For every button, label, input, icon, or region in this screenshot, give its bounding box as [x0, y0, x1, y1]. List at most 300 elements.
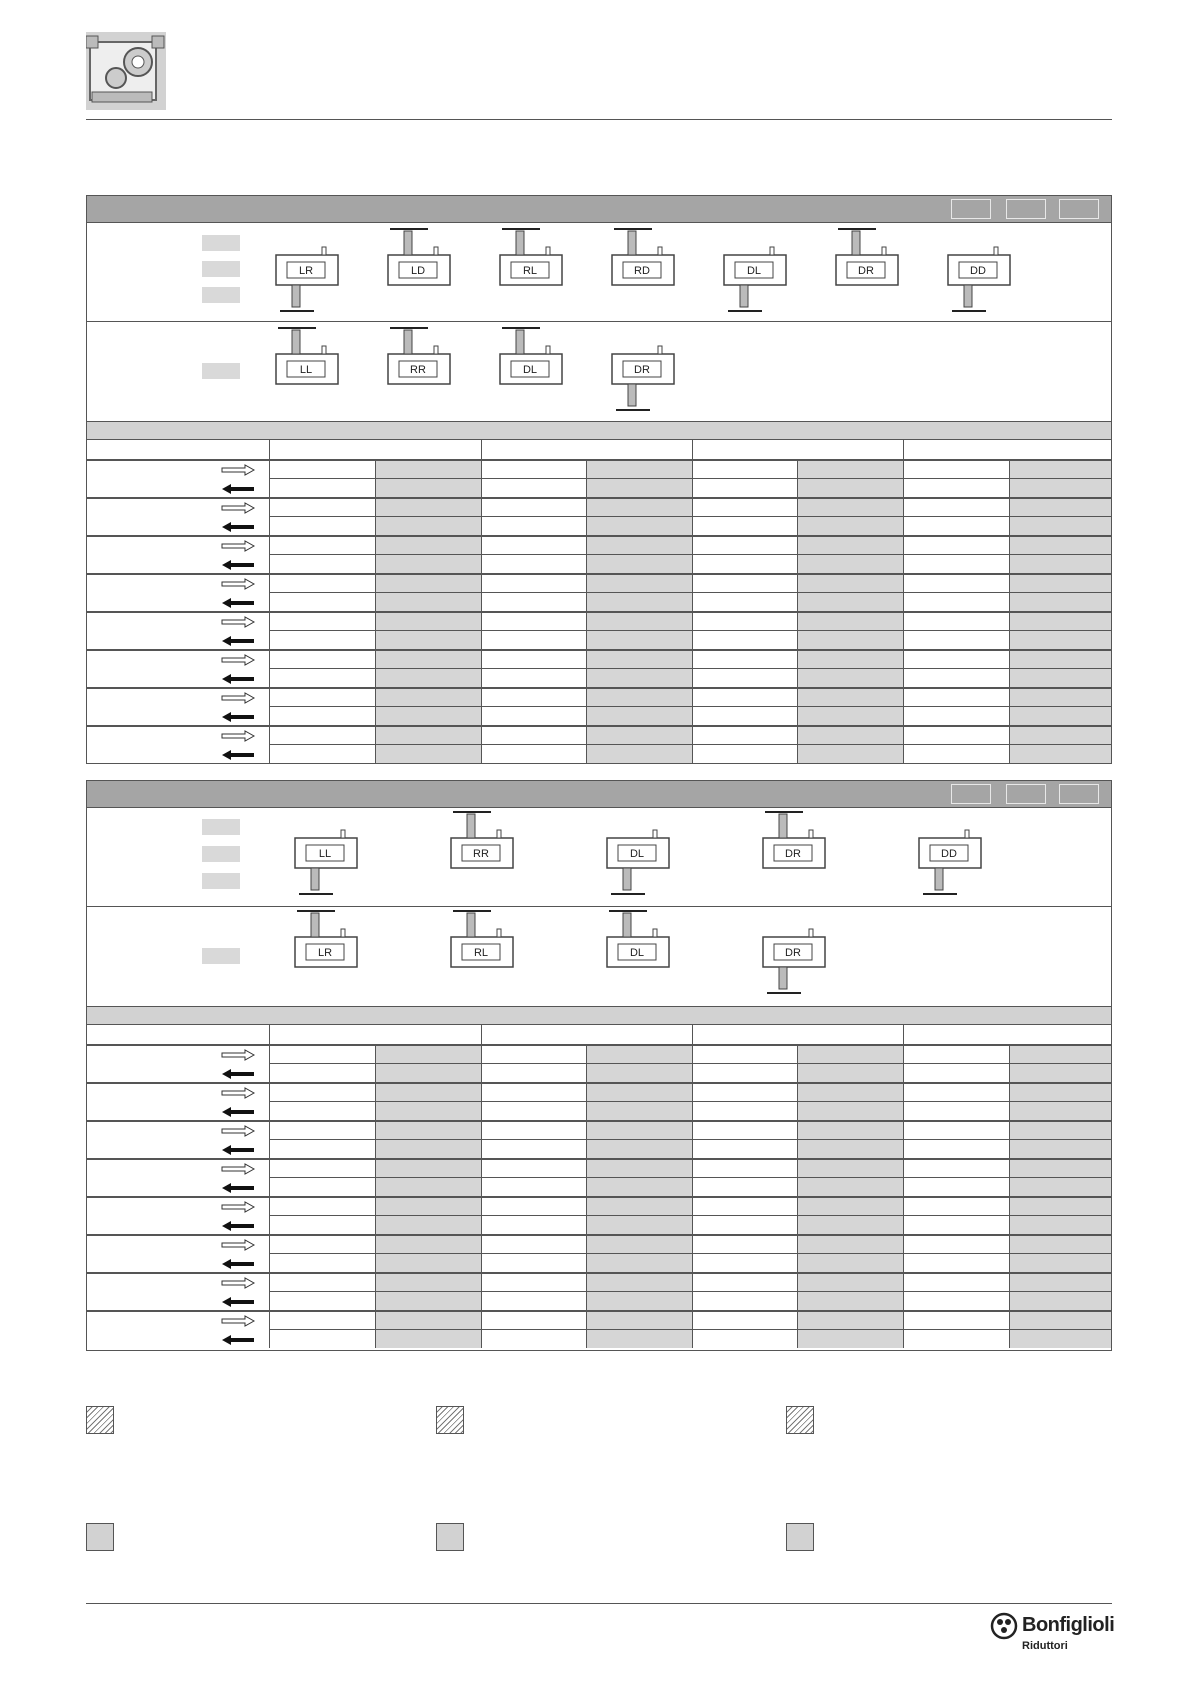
table-cell — [587, 727, 693, 745]
table-cell — [904, 1198, 1010, 1216]
table-cell — [1010, 689, 1112, 707]
table-cell — [270, 593, 376, 611]
table-cell — [1010, 593, 1112, 611]
table-cell — [270, 1292, 376, 1310]
table-cell — [587, 1140, 693, 1158]
arrangement-row-2 — [87, 321, 1111, 422]
svg-text:DL: DL — [522, 364, 538, 376]
table-cell — [904, 537, 1010, 555]
table-cell — [904, 1064, 1010, 1082]
svg-text:LD: LD — [410, 265, 426, 277]
table-row-group — [87, 611, 1111, 649]
table-cell — [587, 517, 693, 535]
table-cell — [270, 631, 376, 649]
table-cell — [270, 461, 376, 479]
svg-text:RR: RR — [473, 848, 489, 860]
table-cell — [1010, 555, 1112, 573]
table-cell — [1010, 1178, 1112, 1196]
table-cell — [693, 1312, 798, 1330]
table-cell — [482, 1312, 587, 1330]
arrangement-diagram-ld — [386, 225, 452, 321]
row-separator — [269, 630, 1111, 631]
table-cell — [587, 1178, 693, 1196]
swatch — [202, 235, 240, 251]
table-section-bar — [87, 1006, 1111, 1025]
arrow-right-outline-icon — [221, 1200, 255, 1212]
table-cell — [693, 517, 798, 535]
table-cell — [1010, 479, 1112, 497]
table-cell — [270, 613, 376, 631]
table-header-row — [87, 439, 1111, 460]
table-cell — [798, 517, 904, 535]
table-cell — [904, 1236, 1010, 1254]
column-divider — [269, 440, 270, 460]
table-cell — [693, 689, 798, 707]
table-cell — [270, 1216, 376, 1234]
svg-text:RD: RD — [634, 265, 650, 277]
table-cell — [1010, 461, 1112, 479]
table-row-group — [87, 497, 1111, 535]
table-cell — [798, 669, 904, 687]
swatch — [202, 363, 240, 379]
arrow-right-outline-icon — [221, 1124, 255, 1136]
row-separator — [269, 1101, 1111, 1102]
row-separator — [269, 1215, 1111, 1216]
legend-grey-swatch — [86, 1523, 114, 1551]
table-cell — [587, 479, 693, 497]
table-cell — [693, 575, 798, 593]
table-cell — [376, 1178, 482, 1196]
table-cell — [1010, 613, 1112, 631]
table-cell — [376, 1274, 482, 1292]
table-section-bar — [87, 421, 1111, 440]
table-cell — [798, 727, 904, 745]
table-cell — [904, 689, 1010, 707]
svg-text:DL: DL — [629, 947, 645, 959]
row-separator — [269, 478, 1111, 479]
table-cell — [693, 1254, 798, 1272]
table-row-group — [87, 535, 1111, 573]
table-cell — [376, 1216, 482, 1234]
swatch — [202, 846, 240, 862]
arrow-left-solid-icon — [221, 1181, 255, 1193]
table-cell — [482, 1236, 587, 1254]
table-cell — [376, 1160, 482, 1178]
arrow-left-solid-icon — [221, 1257, 255, 1269]
table-cell — [904, 669, 1010, 687]
table-cell — [482, 1140, 587, 1158]
svg-text:DR: DR — [858, 265, 874, 277]
table-cell — [904, 1140, 1010, 1158]
row-separator — [269, 554, 1111, 555]
table-cell — [1010, 651, 1112, 669]
arrangement-row-1 — [87, 222, 1111, 322]
header-box — [951, 784, 991, 804]
table-cell — [376, 631, 482, 649]
table-cell — [798, 1274, 904, 1292]
table-cell — [587, 689, 693, 707]
table-cell — [376, 555, 482, 573]
table-cell — [904, 613, 1010, 631]
table-cell — [270, 575, 376, 593]
table-cell — [482, 1274, 587, 1292]
column-divider — [692, 1025, 693, 1045]
swatch — [202, 873, 240, 889]
table-cell — [693, 1198, 798, 1216]
row-separator — [269, 592, 1111, 593]
arrangement-diagram-rl — [498, 225, 564, 321]
table-cell — [270, 1254, 376, 1272]
table-row-group — [87, 1196, 1111, 1234]
table-cell — [587, 1160, 693, 1178]
table-cell — [482, 1254, 587, 1272]
arrangement-diagram-rd — [610, 225, 676, 321]
table-row-group — [87, 649, 1111, 687]
table-cell — [482, 1330, 587, 1348]
table-cell — [482, 707, 587, 725]
row-separator — [269, 1063, 1111, 1064]
arrow-left-solid-icon — [221, 558, 255, 570]
svg-text:LR: LR — [317, 947, 333, 959]
table-cell — [904, 593, 1010, 611]
table-cell — [693, 1330, 798, 1348]
table-cell — [798, 1236, 904, 1254]
arrow-right-outline-icon — [221, 1276, 255, 1288]
arrow-left-solid-icon — [221, 1143, 255, 1155]
table-cell — [270, 1102, 376, 1120]
table-cell — [1010, 517, 1112, 535]
swatch — [202, 261, 240, 277]
table-cell — [1010, 745, 1112, 763]
table-panel-2 — [86, 780, 1112, 1351]
legend-hatched-swatch — [86, 1406, 114, 1434]
arrangement-diagram-dr — [761, 907, 827, 1003]
table-cell — [904, 651, 1010, 669]
table-cell — [270, 499, 376, 517]
arrangement-diagram-rr — [449, 808, 515, 904]
table-cell — [376, 689, 482, 707]
table-cell — [1010, 1274, 1112, 1292]
table-cell — [587, 1216, 693, 1234]
row-separator — [269, 1253, 1111, 1254]
arrangement-diagram-dl — [498, 324, 564, 420]
row-separator — [269, 516, 1111, 517]
arrow-right-outline-icon — [221, 1086, 255, 1098]
table-cell — [270, 1064, 376, 1082]
table-cell — [904, 1046, 1010, 1064]
table-cell — [798, 461, 904, 479]
table-cell — [482, 593, 587, 611]
header-box — [951, 199, 991, 219]
table-cell — [693, 593, 798, 611]
table-cell — [904, 707, 1010, 725]
table-cell — [798, 1046, 904, 1064]
table-cell — [904, 517, 1010, 535]
table-cell — [482, 537, 587, 555]
table-cell — [904, 727, 1010, 745]
table-cell — [376, 1330, 482, 1348]
table-cell — [1010, 707, 1112, 725]
table-cell — [270, 479, 376, 497]
arrow-left-solid-icon — [221, 1067, 255, 1079]
table-cell — [482, 1292, 587, 1310]
table-cell — [798, 1216, 904, 1234]
table-cell — [587, 651, 693, 669]
table-cell — [376, 461, 482, 479]
table-cell — [904, 499, 1010, 517]
column-divider — [903, 440, 904, 460]
table-cell — [693, 727, 798, 745]
table-cell — [587, 1254, 693, 1272]
table-cell — [904, 1122, 1010, 1140]
table-cell — [270, 707, 376, 725]
arrow-right-outline-icon — [221, 691, 255, 703]
table-cell — [1010, 1236, 1112, 1254]
table-cell — [904, 1084, 1010, 1102]
arrow-right-outline-icon — [221, 729, 255, 741]
svg-text:DR: DR — [785, 848, 801, 860]
table-cell — [376, 745, 482, 763]
table-cell — [587, 593, 693, 611]
table-cell — [587, 1312, 693, 1330]
table-cell — [482, 479, 587, 497]
table-cell — [587, 1330, 693, 1348]
table-cell — [904, 1274, 1010, 1292]
arrow-right-outline-icon — [221, 1314, 255, 1326]
table-cell — [693, 651, 798, 669]
arrangement-diagram-dr — [761, 808, 827, 904]
svg-text:DD: DD — [941, 848, 957, 860]
table-cell — [904, 1330, 1010, 1348]
table-cell — [376, 537, 482, 555]
table-cell — [693, 461, 798, 479]
row-separator — [269, 1291, 1111, 1292]
table-cell — [693, 1236, 798, 1254]
table-cell — [587, 631, 693, 649]
row-separator — [269, 706, 1111, 707]
table-cell — [798, 1160, 904, 1178]
bonfiglioli-logo-icon — [990, 1612, 1018, 1645]
table-cell — [482, 689, 587, 707]
swatch — [202, 948, 240, 964]
arrangement-diagram-ll — [293, 808, 359, 904]
arrangement-row-1 — [87, 807, 1111, 907]
arrangement-diagram-rr — [386, 324, 452, 420]
arrow-left-solid-icon — [221, 1295, 255, 1307]
table-cell — [1010, 1122, 1112, 1140]
table-cell — [376, 1236, 482, 1254]
arrangement-diagram-dd — [946, 225, 1012, 321]
arrow-left-solid-icon — [221, 710, 255, 722]
table-cell — [693, 1102, 798, 1120]
legend-hatched-swatch — [786, 1406, 814, 1434]
table-row-group — [87, 687, 1111, 725]
table-cell — [693, 555, 798, 573]
table-cell — [798, 689, 904, 707]
table-cell — [693, 1292, 798, 1310]
row-separator — [269, 744, 1111, 745]
svg-text:RL: RL — [522, 265, 538, 277]
table-cell — [376, 1292, 482, 1310]
arrow-right-outline-icon — [221, 539, 255, 551]
svg-text:DD: DD — [970, 265, 986, 277]
table-cell — [693, 1178, 798, 1196]
column-divider — [481, 440, 482, 460]
table-cell — [482, 1064, 587, 1082]
table-cell — [693, 1274, 798, 1292]
table-row-group — [87, 1158, 1111, 1196]
gearbox-logo — [86, 32, 166, 110]
arrangement-diagram-dr — [610, 324, 676, 420]
arrow-left-solid-icon — [221, 634, 255, 646]
table-cell — [1010, 727, 1112, 745]
table-cell — [587, 707, 693, 725]
table-cell — [1010, 1084, 1112, 1102]
table-cell — [904, 1160, 1010, 1178]
table-cell — [482, 575, 587, 593]
table-cell — [270, 555, 376, 573]
table-cell — [270, 651, 376, 669]
table-cell — [587, 745, 693, 763]
table-cell — [482, 1198, 587, 1216]
svg-text:LR: LR — [298, 265, 314, 277]
table-cell — [798, 479, 904, 497]
table-cell — [798, 1292, 904, 1310]
arrow-right-outline-icon — [221, 1238, 255, 1250]
table-cell — [1010, 1102, 1112, 1120]
table-cell — [693, 1140, 798, 1158]
brand-name: Bonfiglioli — [1022, 1614, 1115, 1636]
table-cell — [482, 1102, 587, 1120]
table-cell — [693, 745, 798, 763]
table-cell — [798, 575, 904, 593]
table-cell — [376, 517, 482, 535]
table-cell — [798, 1102, 904, 1120]
arrow-right-outline-icon — [221, 1048, 255, 1060]
table-cell — [587, 669, 693, 687]
table-cell — [798, 707, 904, 725]
table-cell — [1010, 499, 1112, 517]
table-cell — [587, 555, 693, 573]
table-cell — [1010, 1140, 1112, 1158]
arrow-left-solid-icon — [221, 1333, 255, 1345]
column-divider — [692, 440, 693, 460]
svg-text:RL: RL — [473, 947, 489, 959]
table-cell — [587, 1122, 693, 1140]
svg-text:DL: DL — [746, 265, 762, 277]
table-header-row — [87, 1024, 1111, 1045]
table-cell — [376, 613, 482, 631]
table-cell — [1010, 631, 1112, 649]
table-cell — [376, 727, 482, 745]
table-cell — [270, 1198, 376, 1216]
column-divider — [269, 1025, 270, 1045]
table-cell — [270, 1140, 376, 1158]
arrow-left-solid-icon — [221, 520, 255, 532]
table-cell — [1010, 1216, 1112, 1234]
table-cell — [1010, 1254, 1112, 1272]
arrow-left-solid-icon — [221, 482, 255, 494]
table-cell — [587, 1274, 693, 1292]
table-cell — [270, 1312, 376, 1330]
svg-text:DR: DR — [634, 364, 650, 376]
panel-header — [87, 781, 1111, 807]
table-cell — [798, 499, 904, 517]
table-cell — [482, 651, 587, 669]
header-box — [1006, 784, 1046, 804]
arrow-left-solid-icon — [221, 748, 255, 760]
arrow-right-outline-icon — [221, 653, 255, 665]
table-cell — [798, 1122, 904, 1140]
table-cell — [482, 727, 587, 745]
table-cell — [693, 537, 798, 555]
table-cell — [587, 1046, 693, 1064]
table-cell — [798, 1140, 904, 1158]
table-cell — [798, 537, 904, 555]
table-cell — [376, 479, 482, 497]
table-cell — [904, 1102, 1010, 1120]
table-cell — [1010, 1160, 1112, 1178]
table-cell — [376, 707, 482, 725]
column-divider — [481, 1025, 482, 1045]
table-cell — [904, 461, 1010, 479]
table-cell — [693, 479, 798, 497]
table-cell — [587, 1236, 693, 1254]
table-cell — [1010, 1312, 1112, 1330]
table-cell — [482, 1046, 587, 1064]
svg-text:DL: DL — [629, 848, 645, 860]
table-cell — [482, 613, 587, 631]
table-cell — [482, 1122, 587, 1140]
table-cell — [904, 575, 1010, 593]
table-cell — [904, 1312, 1010, 1330]
table-cell — [693, 631, 798, 649]
table-row-group — [87, 1234, 1111, 1272]
table-cell — [693, 1046, 798, 1064]
table-cell — [587, 537, 693, 555]
table-cell — [693, 1122, 798, 1140]
table-cell — [693, 1216, 798, 1234]
table-cell — [482, 1084, 587, 1102]
table-row-group — [87, 1310, 1111, 1348]
table-row-group — [87, 573, 1111, 611]
table-cell — [270, 669, 376, 687]
table-row-group — [87, 1082, 1111, 1120]
table-cell — [270, 537, 376, 555]
table-cell — [798, 1330, 904, 1348]
header-box — [1006, 199, 1046, 219]
arrangement-diagram-dl — [605, 907, 671, 1003]
header-rule — [86, 119, 1112, 120]
table-cell — [904, 745, 1010, 763]
table-cell — [482, 499, 587, 517]
row-separator — [269, 1177, 1111, 1178]
arrow-left-solid-icon — [221, 596, 255, 608]
table-cell — [482, 1216, 587, 1234]
row-separator — [269, 668, 1111, 669]
table-cell — [1010, 1198, 1112, 1216]
arrangement-row-2 — [87, 906, 1111, 1007]
arrow-right-outline-icon — [221, 1162, 255, 1174]
table-cell — [482, 517, 587, 535]
table-cell — [270, 1160, 376, 1178]
panel-header — [87, 196, 1111, 222]
arrangement-diagram-dd — [917, 808, 983, 904]
table-cell — [482, 555, 587, 573]
table-cell — [587, 1064, 693, 1082]
row-separator — [269, 1329, 1111, 1330]
table-cell — [376, 1046, 482, 1064]
